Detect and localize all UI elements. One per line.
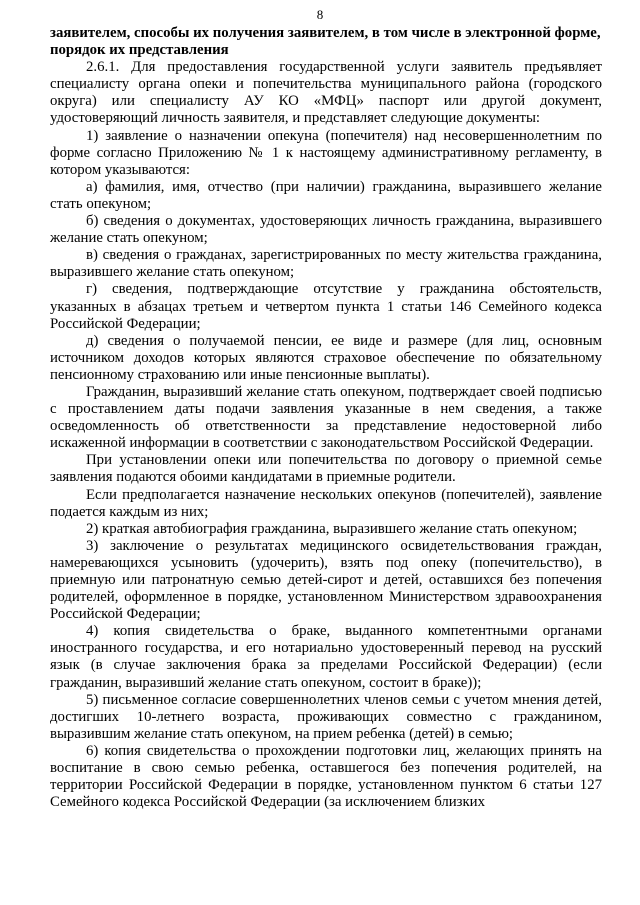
paragraph-subitem-b: б) сведения о документах, удостоверяющих личность гражданина, выразившего желание стать опекуном; [50,213,602,247]
paragraph-item-3: 3) заключение о результатах медицинского освидетельствования граждан, намеревающихся усыновить (удочерить), взять под опеку (попечительство), в приемную или патронатную семью детей-сирот и детей, оставшихся без попечения родителей, оформленное в порядке, установленном Министерством здравоохранения Российской Федерации; [50,537,602,623]
section-heading: заявителем, способы их получения заявителем, в том числе в электронной форме, порядок их представления [50,25,601,59]
paragraph-subitem-g: г) сведения, подтверждающие отсутствие у гражданина обстоятельств, указанных в абзацах третьем и четвертом пункта 1 статьи 146 Семейного кодекса Российской Федерации; [50,281,602,332]
paragraph-item-6: 6) копия свидетельства о прохождении подготовки лиц, желающих принять на воспитание в свою семью ребенка, оставшегося без попечения родителей, на территории Российской Федерации в порядке, установленном пунктом 6 статьи 127 Семейного кодекса Российской Федерации (за исключением близких [50,742,602,811]
paragraph-item-1: 1) заявление о назначении опекуна (попечителя) над несовершеннолетним по форме согласно Приложению № 1 к настоящему административному регламенту, в котором указываются: [50,127,602,178]
paragraph-subitem-d: д) сведения о получаемой пенсии, ее виде и размере (для лиц, основным источником доходов которых являются страховое обеспечение по обязательному пенсионному страхованию или иные пенсионные выплаты). [50,332,602,383]
paragraph-item-4: 4) копия свидетельства о браке, выданного компетентными органами иностранного государства, и его нотариально удостоверенный перевод на русский язык (в случае заключения брака за пределами Российской Федерации) (если гражданин, выразивший желание стать опекуном, состоит в браке)); [50,623,602,691]
paragraph-foster-family-note: При установлении опеки или попечительства по договору о приемной семье заявления подаются обоими кандидатами в приемные родители. [50,452,602,486]
paragraph-subitem-a: а) фамилия, имя, отчество (при наличии) гражданина, выразившего желание стать опекуном; [50,178,602,212]
paragraph-subitem-v: в) сведения о гражданах, зарегистрированных по месту жительства гражданина, выразившего желание стать опекуном; [50,247,602,281]
document-body [50,25,602,811]
paragraph-item-2: 2) краткая автобиография гражданина, выразившего желание стать опекуном; [86,520,578,537]
page-number: 8 [316,7,324,22]
paragraph-several-guardians-note: Если предполагается назначение нескольких опекунов (попечителей), заявление подается каждым из них; [50,486,602,520]
paragraph-item-5: 5) письменное согласие совершеннолетних членов семьи с учетом мнения детей, достигших 10-летнего возраста, проживающих совместно с гражданином, выразившим желание стать опекуном, на прием ребенка (детей) в семью; [50,691,602,742]
paragraph-2-6-1: 2.6.1. Для предоставления государственной услуги заявитель предъявляет специалисту органа опеки и попечительства муниципального района (городского округа) или специалисту АУ КО «МФЦ» паспорт или другой документ, удостоверяющий личность заявителя, и представляет следующие документы: [50,59,602,127]
paragraph-signature-note: Гражданин, выразивший желание стать опекуном, подтверждает своей подписью с проставлением даты подачи заявления указанные в нем сведения, а также осведомленность об ответственности за представление недостоверной либо искаженной информации в соответствии с законодательством Российской Федерации. [50,383,602,452]
